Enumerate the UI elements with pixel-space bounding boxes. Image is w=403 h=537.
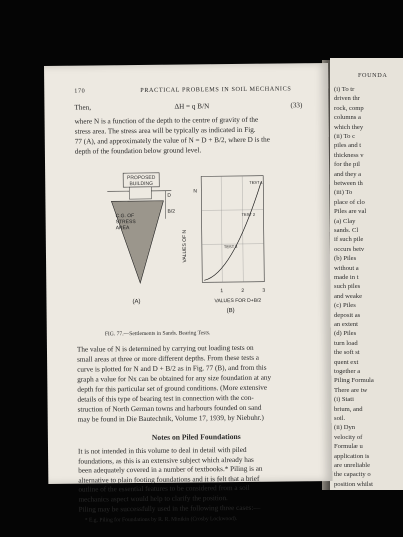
paragraph-2-line: details of this type of bearing test in connection with the con- — [77, 393, 254, 404]
paragraph-3-line: It is not intended in this volume to deal in detail with piled — [77, 445, 247, 456]
right-page-line: driven thr — [334, 95, 360, 103]
right-page-line: Formulæ u — [334, 443, 363, 451]
equation-33: ΔH = q B/N — [174, 102, 210, 111]
right-page-line: the capacity o — [334, 471, 371, 479]
right-page-line: an extent — [334, 321, 358, 328]
right-page-line: (d) Piles — [334, 330, 357, 338]
paragraph-1-line: where N is a function of the depth to the centre of gravity of the — [74, 115, 259, 126]
right-page-line: (b) Piles — [334, 255, 357, 263]
svg-text:1: 1 — [220, 288, 224, 295]
right-page-line: application is — [334, 452, 370, 460]
right-page-line: without a — [334, 264, 359, 272]
svg-text:BUILDING: BUILDING — [129, 180, 154, 188]
paragraph-3-line: mechanics aspect would help to clarify the position. — [78, 494, 228, 504]
paragraph-2-line: depth for this particular set of ground conditions. (More extensive — [77, 383, 268, 394]
paragraph-3-line: foundations, as this is an extensive subject which already has — [78, 455, 254, 466]
right-page-line: turn load — [334, 339, 358, 347]
right-page-line: and weake — [334, 292, 363, 300]
right-page-line: rock, comp — [334, 104, 364, 112]
right-page-line: and they a — [334, 170, 362, 178]
label-b: (B) — [226, 308, 235, 315]
right-page-line: piles and t — [334, 142, 362, 150]
footnote: * E.g. Piling for Foundations by R. R. Minikin (Crosby Lockwood). — [84, 516, 238, 524]
test-label-3: TEST 3 — [223, 243, 238, 250]
paragraph-3-line: Piling may be successfully used in the following three cases:— — [78, 503, 261, 514]
figure-77 — [101, 161, 293, 323]
right-page-line: the soft st — [334, 349, 360, 357]
label-b2: B/2 — [167, 208, 176, 215]
right-page-line: sands. Cl — [334, 227, 359, 234]
svg-text:AREA: AREA — [115, 225, 130, 232]
right-page-line: There are tw — [334, 386, 368, 394]
running-head: PRACTICAL PROBLEMS IN SOIL MECHANICS — [140, 85, 292, 94]
svg-text:STRESS: STRESS — [115, 219, 136, 226]
paragraph-3-line: been adequately covered in a number of textbooks.* Piling is an — [78, 464, 263, 475]
right-page-line: occurs betv — [334, 245, 365, 253]
svg-text:2: 2 — [241, 287, 245, 294]
paragraph-2-line: may be found in Die Bautechnik, Volume 17, 1939, by Niebuhr.) — [77, 413, 264, 424]
right-page-line: such piles — [334, 283, 361, 291]
figure-77b — [181, 176, 265, 315]
right-page-line: (iii) To — [334, 189, 353, 197]
right-page-line: (ii) To c — [334, 133, 356, 140]
equation-label: Then, — [74, 103, 92, 112]
right-page-line: Piling Formula — [334, 377, 374, 385]
test-label-2: TEST 2 — [241, 211, 256, 217]
left-page — [44, 63, 332, 524]
section-heading: Notes on Piled Foundations — [151, 431, 241, 442]
right-page — [330, 58, 403, 490]
proposed-building-label: PROPOSED — [126, 174, 156, 182]
right-page-line: brium, and — [334, 405, 363, 413]
x-axis-label: VALUES FOR D+B/2 — [214, 297, 262, 305]
right-page-line: for the pil — [334, 161, 361, 169]
label-n: N — [193, 188, 197, 195]
right-page-line: (ii) Dyn — [334, 424, 356, 432]
paragraph-2-line: struction of North German towns and harbours founded on sand — [77, 403, 262, 414]
right-running-head: FOUNDA — [358, 72, 388, 79]
right-page-line: columns a — [334, 114, 361, 122]
test-label-1: TEST 1 — [249, 179, 263, 185]
right-page-line: velocity of — [334, 433, 363, 441]
paragraph-3-line: outline of the essential features to be considered from a soil — [78, 484, 250, 495]
label-d: D — [167, 192, 172, 199]
right-page-line: which they — [334, 123, 364, 131]
right-page-line: soil. — [334, 415, 346, 422]
paragraph-1-line: stress area. The stress area will be typically as indicated in Fig. — [74, 125, 256, 136]
page-number: 170 — [74, 87, 86, 95]
right-page-line: place of clo — [334, 198, 365, 206]
right-page-line: quent ext — [334, 358, 359, 366]
figure-77a — [107, 173, 176, 306]
right-page-line: (i) Stati — [334, 396, 354, 404]
right-page-line: Piles are val — [334, 208, 367, 216]
right-page-line: together a — [334, 368, 361, 375]
right-page-line: if such pile — [334, 236, 364, 244]
right-page-line: deposit as — [334, 311, 361, 319]
paragraph-2-line: The value of N is determined by carrying out loading tests on — [76, 343, 254, 354]
paragraph-1-line: 77 (A), and approximately the value of N = D + B/2, where D is the — [74, 135, 270, 146]
svg-text:3: 3 — [262, 287, 266, 294]
cg-stress-area-label: C.G. OF — [115, 213, 135, 220]
right-page-line: between th — [334, 180, 363, 187]
paragraph-2-line: curve is plotted for N and D + B/2 as in Fig. 77 (B), and from this — [77, 363, 267, 374]
paragraph-1-line: depth of the foundation below ground level. — [74, 146, 202, 156]
paragraph-2-line: graph a value for Nx can be obtained for any size foundation at any — [77, 373, 272, 384]
right-page-line: made in t — [334, 274, 359, 281]
figure-caption: FIG. 77.—Settlements in Sands. Bearing Tests. — [104, 330, 211, 338]
label-a: (A) — [132, 299, 141, 306]
right-page-line: thickness v — [334, 151, 364, 159]
right-page-line: (a) Clay — [334, 217, 356, 225]
right-page-line: position whilst — [334, 480, 374, 488]
right-page-line: (c) Piles — [334, 302, 356, 310]
paragraph-3-line: alternative to plain footing foundations and it is felt that a brief — [78, 474, 260, 485]
y-axis-label: VALUES OF N — [181, 229, 189, 263]
right-page-line: are unreliable — [334, 462, 371, 469]
right-page-line: (i) To tr — [334, 86, 355, 93]
equation-number: (33) — [290, 101, 303, 110]
paragraph-2-line: small areas at three or more different depths. From these tests a — [77, 353, 260, 364]
